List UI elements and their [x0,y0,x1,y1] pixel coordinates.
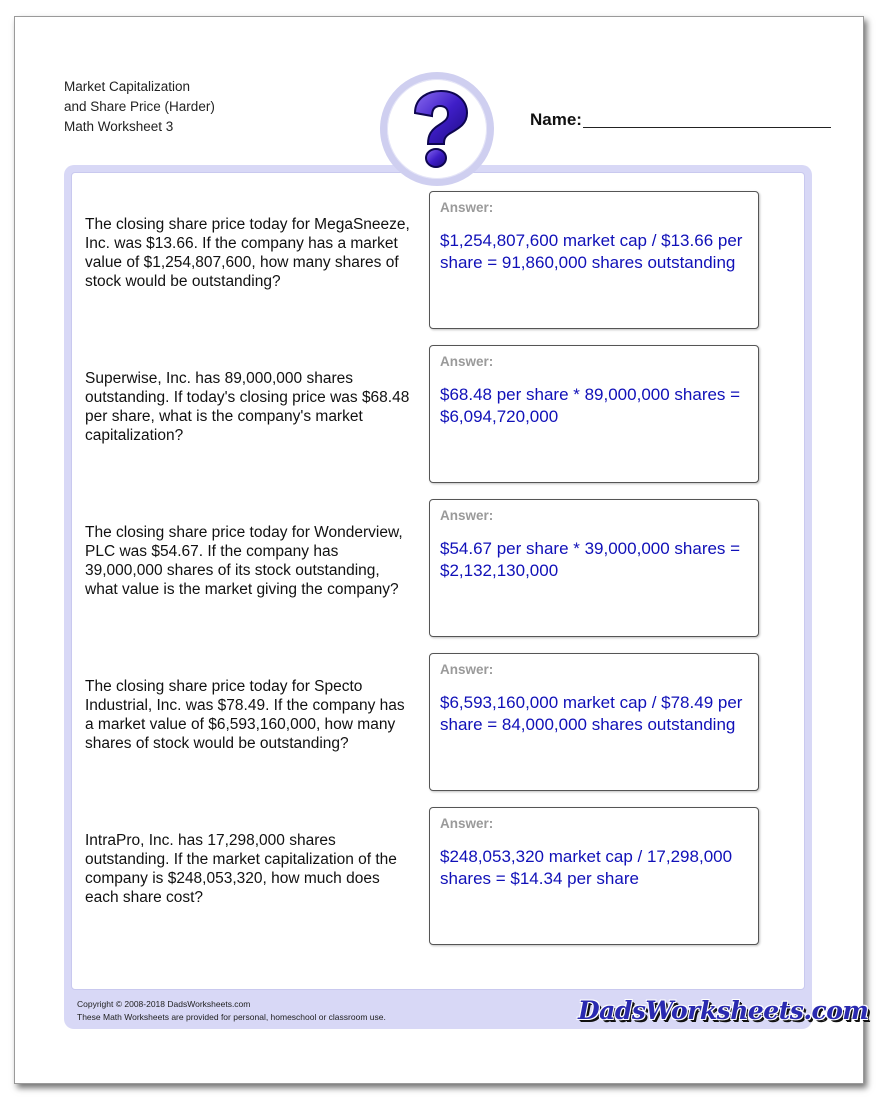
answer-label: Answer: [440,662,494,677]
question-mark-icon [401,89,473,171]
answer-label: Answer: [440,508,494,523]
problem-4-answer: $6,593,160,000 market cap / $78.49 per share = 84,000,000 shares outstanding [440,693,743,734]
problem-1-question: The closing share price today for MegaSneeze, Inc. was $13.66. If the company has a market value of $1,254,807,600, how many shares of stock would be outstanding? [85,216,410,290]
copyright-text: Copyright © 2008-2018 DadsWorksheets.com [77,999,251,1009]
problem-3-question: The closing share price today for Wonderview, PLC was $54.67. If the company has 39,000,000 shares of its stock outstanding, what value is the market giving the company? [85,524,403,598]
problem-4-answer-box [429,653,759,791]
worksheet-title [64,77,215,137]
problem-3-answer: $54.67 per share * 39,000,000 shares = $2,132,130,000 [440,539,741,580]
title-line-2: and Share Price (Harder) [64,99,215,114]
problem-2-answer-box [429,345,759,483]
title-line-3: Math Worksheet 3 [64,119,174,134]
name-field[interactable] [583,127,831,128]
problem-1-answer-box [429,191,759,329]
problem-5-question: IntraPro, Inc. has 17,298,000 shares outstanding. If the market capitalization of the company is $248,053,320, how much does each share cost? [85,832,397,906]
answer-label: Answer: [440,200,494,215]
footer-copyright [77,998,386,1024]
usage-notice: These Math Worksheets are provided for personal, homeschool or classroom use. [77,1012,386,1022]
problem-2-answer: $68.48 per share * 89,000,000 shares = $6,094,720,000 [440,385,741,426]
problem-1-answer: $1,254,807,600 market cap / $13.66 per share = 91,860,000 shares outstanding [440,231,743,272]
name-label: Name: [530,110,582,129]
answer-label: Answer: [440,816,494,831]
problem-3-answer-box [429,499,759,637]
question-mark-badge [380,72,494,186]
answer-label: Answer: [440,354,494,369]
problem-4-question: The closing share price today for Specto Industrial, Inc. was $78.49. If the company has a market value of $6,593,160,000, how many shares of stock would be outstanding? [85,678,405,752]
problem-5-answer: $248,053,320 market cap / 17,298,000 shares = $14.34 per share [440,847,733,888]
title-line-1: Market Capitalization [64,79,191,94]
problem-5-answer-box [429,807,759,945]
problem-2-question: Superwise, Inc. has 89,000,000 shares outstanding. If today's closing price was $68.48 per share, what is the company's market capitalization? [85,370,410,444]
dadsworksheets-logo: DadsWorksheets.com [578,996,869,1025]
